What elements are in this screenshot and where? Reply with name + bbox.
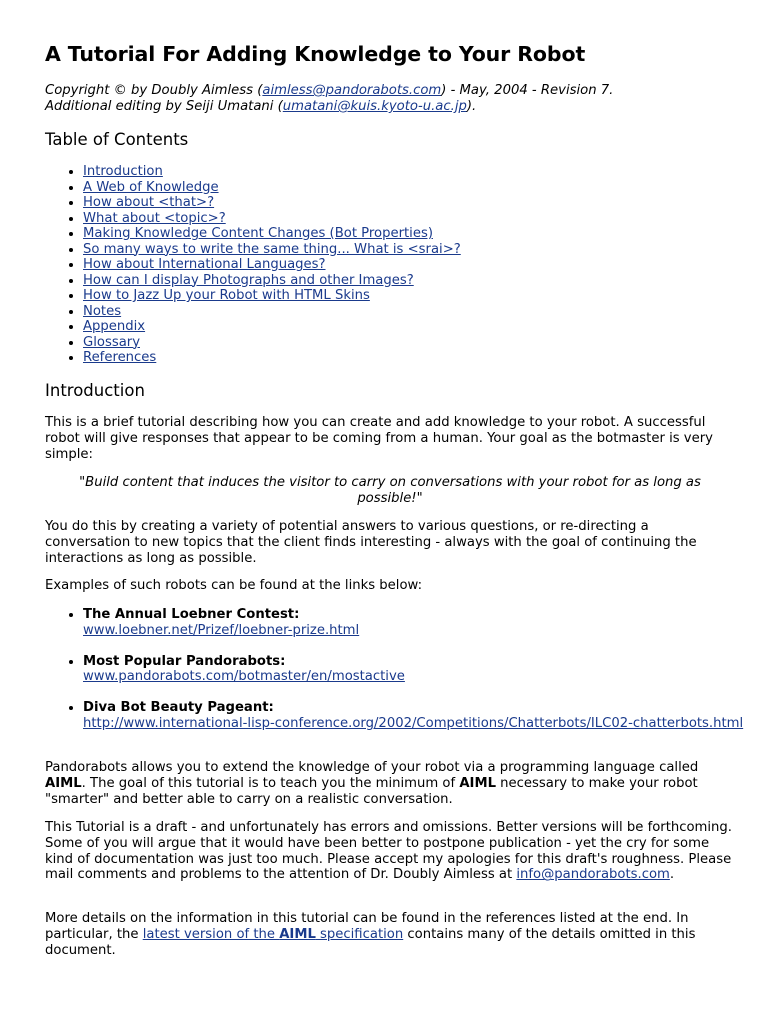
- editor-email-link[interactable]: umatani@kuis.kyoto-u.ac.jp: [282, 99, 467, 114]
- toc-item: [83, 226, 461, 242]
- example-link[interactable]: www.loebner.net/Prizef/loebner-prize.html: [83, 622, 360, 638]
- copyright-text: Copyright © by Doubly Aimless (: [45, 83, 263, 98]
- spec-link-aiml: AIML: [279, 926, 316, 942]
- copyright-revision: ) - May, 2004 - Revision 7.: [441, 83, 614, 98]
- p4-text: . The goal of this tutorial is to teach you the minimum of: [81, 775, 460, 791]
- example-item: [83, 607, 768, 639]
- toc-item: [83, 180, 461, 196]
- toc-link[interactable]: Making Knowledge Content Changes (Bot Properties): [83, 226, 433, 241]
- spec-link-text: specification: [315, 926, 404, 942]
- example-item: [83, 700, 768, 732]
- toc-link[interactable]: How to Jazz Up your Robot with HTML Skins: [83, 288, 370, 303]
- toc-link[interactable]: References: [83, 350, 157, 365]
- intro-paragraph-2: You do this by creating a variety of potential answers to various questions, or re-directing a conversation to new topics that the client finds interesting - always with the goal of continuing the interactions as long as possible.: [45, 519, 697, 566]
- aiml-term: AIML: [459, 775, 496, 791]
- aiml-term: AIML: [45, 775, 82, 791]
- example-label: Diva Bot Beauty Pageant:: [83, 700, 274, 716]
- p4-text: Pandorabots allows you to extend the knowledge of your robot via a programming language called: [45, 760, 699, 775]
- toc-link[interactable]: Glossary: [83, 334, 140, 350]
- toc-item: [83, 195, 461, 211]
- p5-text: This Tutorial is a draft - and unfortunately has errors and omissions. Better versions will be forthcoming. Some of you will argue that it would have been better to postpone publication - yet the cry for some kind of documentation was just too much. Please accept my apologies for this draft's roughness. Please mail comments and problems to the attention of Dr. Doubly Aimless at: [45, 820, 732, 883]
- aiml-spec-link[interactable]: [143, 927, 404, 942]
- intro-paragraph-6: [45, 911, 735, 958]
- toc-item: [83, 288, 461, 304]
- author-email-link[interactable]: aimless@pandorabots.com: [262, 83, 442, 98]
- toc-item: [83, 319, 461, 335]
- toc-link[interactable]: How can I display Photographs and other Images?: [83, 272, 414, 288]
- info-email-link[interactable]: info@pandorabots.com: [516, 867, 670, 883]
- intro-quote: "Build content that induces the visitor to carry on conversations with your robot for as long as possible!": [79, 475, 701, 506]
- intro-paragraph-5: [45, 820, 735, 883]
- p6-text: More details on the information in this tutorial can be found in the references listed at the end. In particular, the: [45, 911, 689, 942]
- toc-item: [83, 257, 461, 273]
- toc-list: [45, 164, 461, 366]
- spec-link-text: latest version of the: [142, 926, 280, 942]
- toc-item: [83, 164, 461, 180]
- p4-text: necessary to make your robot "smarter" and better able to carry on a realistic conversation.: [45, 775, 698, 807]
- p5-text: .: [669, 867, 675, 883]
- copyright-notice: [45, 83, 613, 115]
- p6-text: contains many of the details omitted in this document.: [45, 926, 696, 958]
- toc-link[interactable]: What about <topic>?: [83, 210, 226, 226]
- toc-link[interactable]: Introduction: [83, 164, 163, 179]
- toc-link[interactable]: Notes: [83, 303, 122, 319]
- example-link[interactable]: http://www.international-lisp-conference.org/2002/Competitions/Chatterbots/ILC02-chatterbots.html: [83, 715, 744, 731]
- example-label: Most Popular Pandorabots:: [83, 653, 286, 669]
- example-link[interactable]: www.pandorabots.com/botmaster/en/mostactive: [83, 669, 405, 685]
- example-item: [83, 654, 768, 686]
- intro-paragraph-1: This is a brief tutorial describing how you can create and add knowledge to your robot. A successful robot will give responses that appear to be coming from a human. Your goal as the botmaster is very simple:: [45, 415, 713, 462]
- intro-paragraph-4: [45, 760, 735, 807]
- examples-list: [45, 607, 768, 747]
- toc-item: [83, 304, 461, 320]
- toc-item: [83, 350, 461, 366]
- toc-link[interactable]: A Web of Knowledge: [83, 179, 219, 195]
- intro-heading: Introduction: [45, 381, 145, 400]
- editor-text: Additional editing by Seiji Umatani (: [45, 99, 283, 114]
- toc-link[interactable]: How about <that>?: [83, 195, 215, 210]
- toc-item: [83, 242, 461, 258]
- toc-item: [83, 273, 461, 289]
- intro-paragraph-3: Examples of such robots can be found at the links below:: [45, 578, 423, 593]
- toc-link[interactable]: So many ways to write the same thing... What is <srai>?: [83, 241, 461, 257]
- toc-link[interactable]: Appendix: [83, 319, 146, 334]
- toc-link[interactable]: How about International Languages?: [83, 257, 326, 272]
- page-title: A Tutorial For Adding Knowledge to Your Robot: [45, 42, 586, 66]
- toc-item: [83, 335, 461, 351]
- example-label: The Annual Loebner Contest:: [83, 607, 300, 622]
- editor-text-end: ).: [466, 99, 477, 114]
- toc-item: [83, 211, 461, 227]
- toc-heading: Table of Contents: [45, 130, 189, 149]
